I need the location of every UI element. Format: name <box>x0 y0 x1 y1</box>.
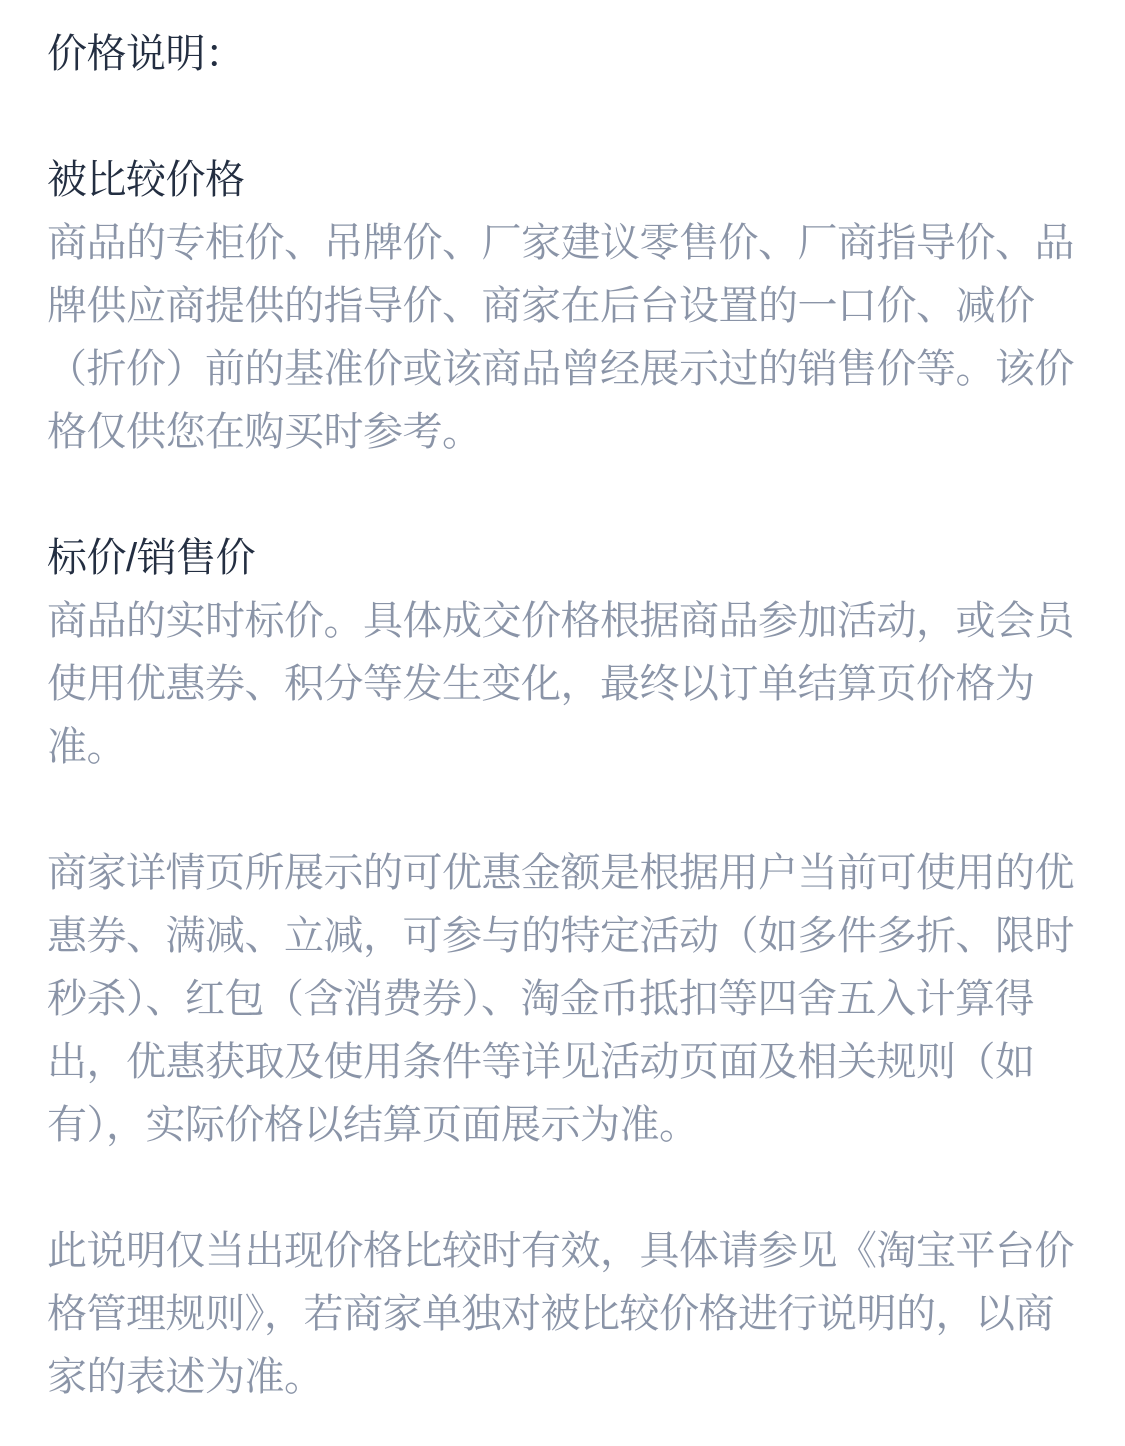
section-heading-list-price: 标价/销售价 <box>47 536 256 580</box>
section-spacer <box>47 464 1083 527</box>
page-title: 价格说明： <box>47 32 245 76</box>
paragraph-validity-note: 此说明仅当出现价格比较时有效，具体请参见《淘宝平台价格管理规则》，若商家单独对被比较价格进行说明的，以商家的表述为准。 <box>47 1229 1074 1399</box>
paragraph-discount-calculation: 商家详情页所展示的可优惠金额是根据用户当前可使用的优惠券、满减、立减，可参与的特定活动（如多件多折、限时秒杀）、红包（含消费券）、淘金币抵扣等四舍五入计算得出，优惠获取及使用条件等详见活动页面及相关规则（如有），实际价格以结算页面展示为准。 <box>47 851 1074 1147</box>
section-spacer <box>47 779 1083 842</box>
section-paragraph-compared-price: 商品的专柜价、吊牌价、厂家建议零售价、厂商指导价、品牌供应商提供的指导价、商家在后台设置的一口价、减价（折价）前的基准价或该商品曾经展示过的销售价等。该价格仅供您在购买时参考。 <box>47 221 1074 454</box>
section-heading-compared-price: 被比较价格 <box>47 158 245 202</box>
section-paragraph-list-price: 商品的实时标价。具体成交价格根据商品参加活动，或会员使用优惠券、积分等发生变化，最终以订单结算页价格为准。 <box>47 599 1074 769</box>
section-spacer <box>47 1157 1083 1220</box>
section-spacer <box>47 86 1083 149</box>
